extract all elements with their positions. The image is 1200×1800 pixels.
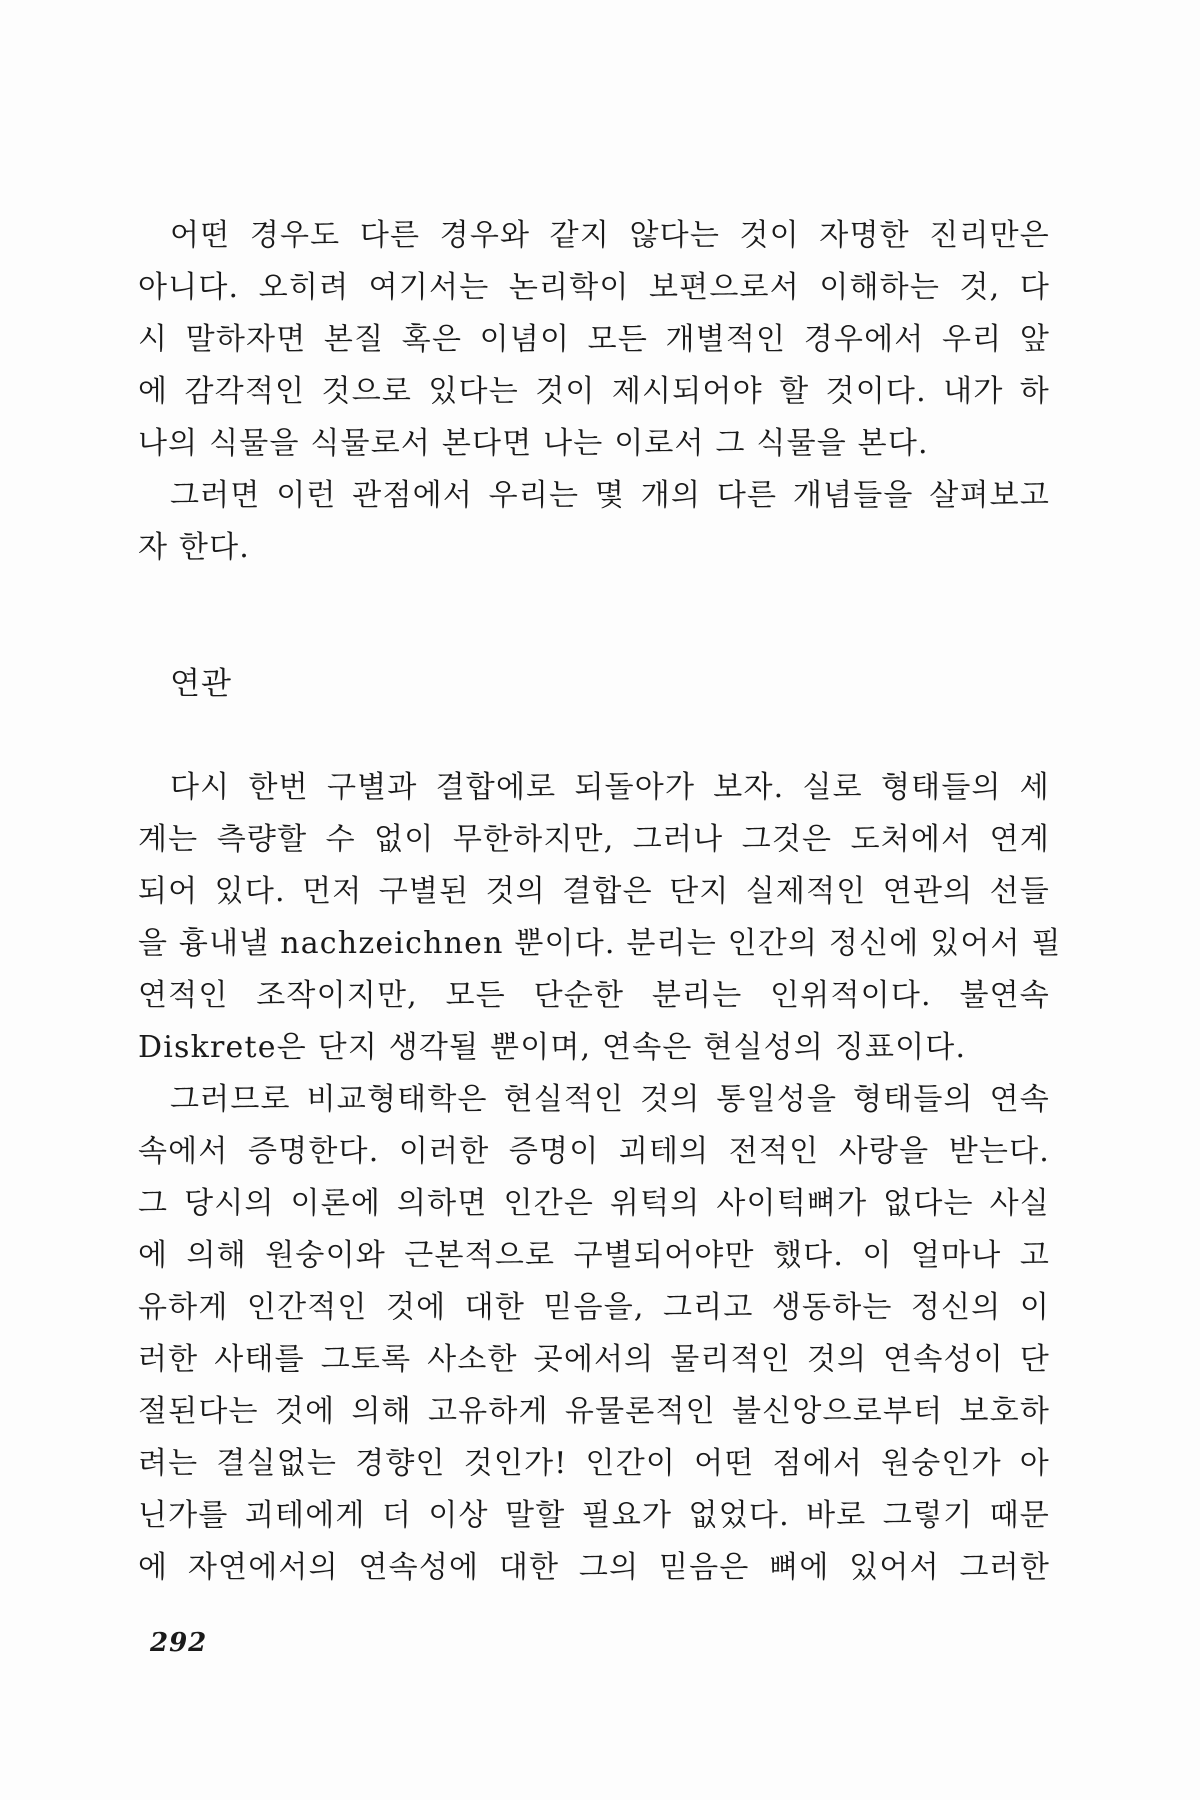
- text-line: 시 말하자면 본질 혹은 이념이 모든 개별적인 경우에서 우리 앞: [138, 322, 1050, 357]
- text-line: 아니다. 오히려 여기서는 논리학이 보편으로서 이해하는 것, 다: [138, 270, 1050, 305]
- text-line: 속에서 증명한다. 이러한 증명이 괴테의 전적인 사랑을 받는다.: [138, 1134, 1050, 1169]
- text-line: 에 자연에서의 연속성에 대한 그의 믿음은 뼈에 있어서 그러한: [138, 1550, 1050, 1585]
- text-line: 닌가를 괴테에게 더 이상 말할 필요가 없었다. 바로 그렇기 때문: [138, 1498, 1050, 1533]
- text-line: 되어 있다. 먼저 구별된 것의 결합은 단지 실제적인 연관의 선들: [138, 874, 1050, 909]
- text-line: 그 당시의 이론에 의하면 인간은 위턱의 사이턱뼈가 없다는 사실: [138, 1186, 1050, 1221]
- text-line: 그러므로 비교형태학은 현실적인 것의 통일성을 형태들의 연속: [170, 1082, 1050, 1117]
- section-text: [138, 762, 1062, 1594]
- text-line: 연적인 조작이지만, 모든 단순한 분리는 인위적이다. 불연속: [138, 978, 1050, 1013]
- text-line: 에 감각적인 것으로 있다는 것이 제시되어야 할 것이다. 내가 하: [138, 374, 1050, 409]
- text-line: 계는 측량할 수 없이 무한하지만, 그러나 그것은 도처에서 연계: [138, 822, 1050, 857]
- opening-text: [138, 210, 1050, 574]
- section-heading: 연관: [170, 666, 232, 702]
- text-line: 려는 결실없는 경향인 것인가! 인간이 어떤 점에서 원숭인가 아: [138, 1446, 1050, 1481]
- text-line: 자 한다.: [138, 530, 251, 565]
- text-line: 어떤 경우도 다른 경우와 같지 않다는 것이 자명한 진리만은: [170, 218, 1050, 253]
- text-line: 유하게 인간적인 것에 대한 믿음을, 그리고 생동하는 정신의 이: [138, 1290, 1050, 1325]
- text-line: 다시 한번 구별과 결합에로 되돌아가 보자. 실로 형태들의 세: [170, 770, 1050, 805]
- text-line: 절된다는 것에 의해 고유하게 유물론적인 불신앙으로부터 보호하: [138, 1394, 1050, 1429]
- text-line: 에 의해 원숭이와 근본적으로 구별되어야만 했다. 이 얼마나 고: [138, 1238, 1050, 1273]
- text-line: 나의 식물을 식물로서 본다면 나는 이로서 그 식물을 본다.: [138, 426, 929, 461]
- text-line: 을 흉내낼 nachzeichnen 뿐이다. 분리는 인간의 정신에 있어서 필: [138, 926, 1062, 961]
- page-number: 292: [150, 1628, 208, 1658]
- text-line: Diskrete은 단지 생각될 뿐이며, 연속은 현실성의 징표이다.: [138, 1030, 967, 1065]
- text-line: 러한 사태를 그토록 사소한 곳에서의 물리적인 것의 연속성이 단: [138, 1342, 1050, 1377]
- text-line: 그러면 이런 관점에서 우리는 몇 개의 다른 개념들을 살펴보고: [170, 478, 1050, 513]
